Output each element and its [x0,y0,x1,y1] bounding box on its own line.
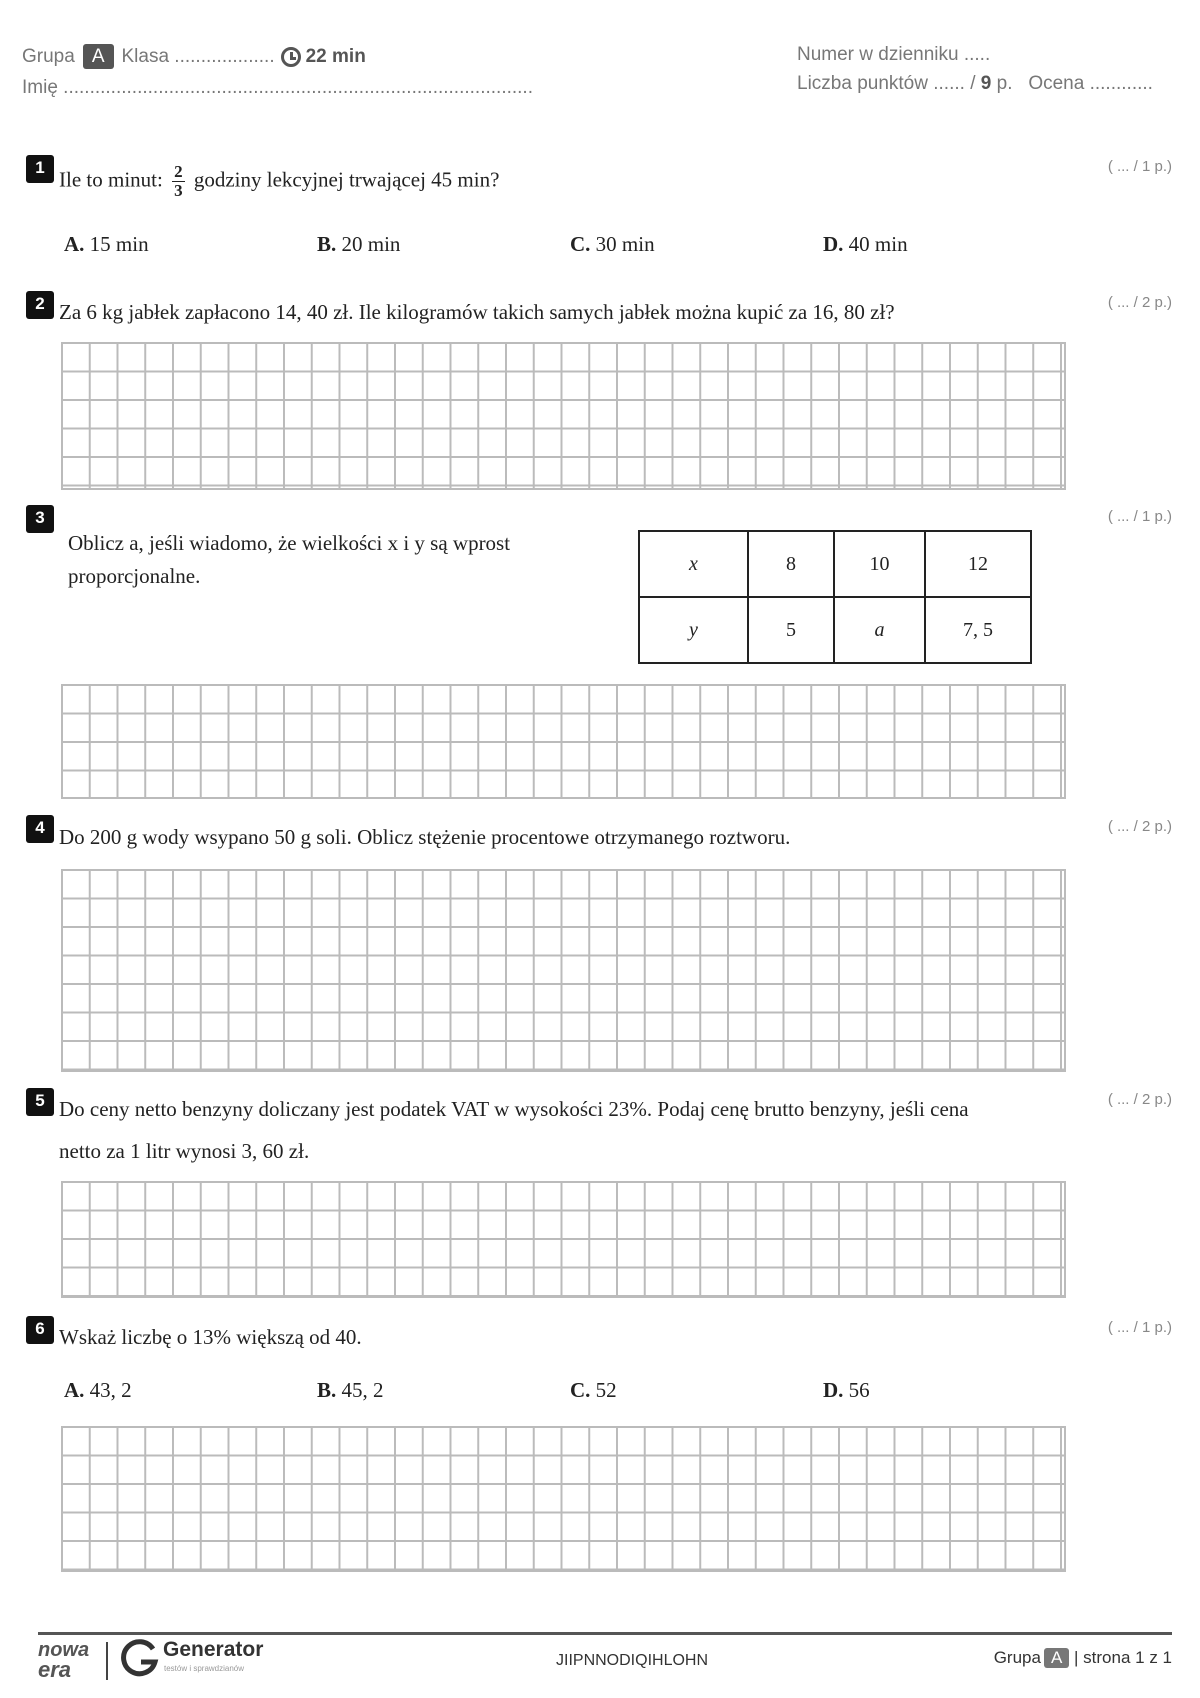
generator-g-icon [120,1638,160,1678]
footer-page-info [994,1648,1172,1668]
answer-option[interactable] [823,232,908,257]
name-field: Imię ......................................................................................... [22,77,533,98]
task-question: Do 200 g wody wsypano 50 g soli. Oblicz stężenie procentowe otrzymanego roztworu. [59,825,791,849]
task-number: 2 [26,291,54,319]
answer-grid[interactable] [61,342,1066,490]
task-question [59,163,499,200]
option-text: 20 min [341,232,401,256]
table-row [639,597,1031,663]
answer-option[interactable] [823,1378,870,1403]
answer-grid[interactable] [61,1426,1066,1572]
time-limit: 22 min [305,46,366,67]
points-label: Liczba punktów ...... / [797,73,976,94]
clock-icon [281,47,301,67]
answer-grid[interactable] [61,869,1066,1072]
page-number: | strona 1 z 1 [1074,1648,1172,1667]
answer-option[interactable] [317,232,400,257]
task-question-line: netto za 1 litr wynosi 3, 60 zł. [59,1139,310,1163]
class-field: Klasa ................... [121,46,275,67]
table-cell: x [639,531,748,597]
footer-divider [38,1632,1172,1635]
table-cell: 12 [925,531,1031,597]
option-letter: A. [64,232,85,256]
answer-option[interactable] [64,232,149,257]
proportion-table [638,530,1032,664]
fraction-numerator: 2 [174,162,183,181]
task-number: 3 [26,505,54,533]
answer-option[interactable] [64,1378,132,1403]
table-cell: 10 [834,531,925,597]
group-badge: A [83,44,114,69]
option-text: 56 [848,1378,870,1402]
task-number: 1 [26,155,54,183]
table-cell: 5 [748,597,834,663]
option-text: 45, 2 [341,1378,384,1402]
fraction [172,163,185,200]
question-text: Ile to minut [59,167,157,192]
points-max: 9 [980,73,992,94]
option-letter: D. [823,232,844,256]
task-question-line: Do ceny netto benzyny doliczany jest podatek VAT w wysokości 23%. Podaj cenę brutto benzyny, jeśli cena [59,1097,969,1121]
answer-option[interactable] [570,232,655,257]
option-text: 15 min [89,232,149,256]
option-text: 43, 2 [89,1378,132,1402]
task-question-line: Oblicz a, jeśli wiadomo, że wielkości x i y są wprost [68,531,511,555]
answer-option[interactable] [317,1378,384,1403]
option-text: 40 min [848,232,908,256]
task-number: 5 [26,1088,54,1116]
option-text: 52 [595,1378,617,1402]
table-cell: 8 [748,531,834,597]
document-code: JIIPNNODIQIHLOHN [556,1652,709,1669]
task-points: ( ... / 2 p.) [1107,818,1172,835]
task-number: 4 [26,815,54,843]
group-label: Grupa [22,46,75,67]
question-colon: : [157,167,163,192]
task-points: ( ... / 1 p.) [1107,1319,1172,1336]
nowa-era-logo [38,1639,90,1682]
logo-separator [106,1642,108,1680]
option-text: 30 min [595,232,655,256]
task-points: ( ... / 1 p.) [1107,508,1172,525]
option-letter: B. [317,232,337,256]
generator-logo-text: Generator [163,1638,264,1661]
answer-grid[interactable] [61,684,1066,799]
table-cell: a [834,597,925,663]
table-cell: 7, 5 [925,597,1031,663]
task-points: ( ... / 1 p.) [1107,158,1172,175]
answer-grid[interactable] [61,1181,1066,1298]
table-row [639,531,1031,597]
points-grade-line [797,73,1153,95]
journal-number-field: Numer w dzienniku ..... [797,44,991,65]
points-unit: p. [996,73,1013,94]
task-question-line: proporcjonalne. [68,564,201,588]
generator-logo-subtitle: testów i sprawdzianów [164,1664,245,1673]
option-letter: A. [64,1378,85,1402]
task-question: Za 6 kg jabłek zapłacono 14, 40 zł. Ile kilogramów takich samych jabłek można kupić za 16, 80 zł? [59,300,895,324]
task-question: Wskaż liczbę o 13% większą od 40. [59,1325,362,1349]
task-points: ( ... / 2 p.) [1107,294,1172,311]
option-letter: D. [823,1378,844,1402]
logo-text-nowa: nowa [38,1639,90,1661]
grade-field: Ocena ............ [1028,73,1153,94]
task-points: ( ... / 2 p.) [1107,1091,1172,1108]
answer-option[interactable] [570,1378,617,1403]
task-number: 6 [26,1316,54,1344]
footer-group-label: Grupa [993,1648,1041,1667]
header-group-line [22,44,366,69]
option-letter: B. [317,1378,337,1402]
option-letter: C. [570,232,591,256]
table-cell: y [639,597,748,663]
logo-text-era: era [38,1657,72,1682]
fraction-denominator: 3 [174,181,183,200]
footer-group-badge: A [1044,1648,1069,1668]
option-letter: C. [570,1378,591,1402]
question-text-continued: godziny lekcyjnej trwającej 45 min? [193,167,500,192]
